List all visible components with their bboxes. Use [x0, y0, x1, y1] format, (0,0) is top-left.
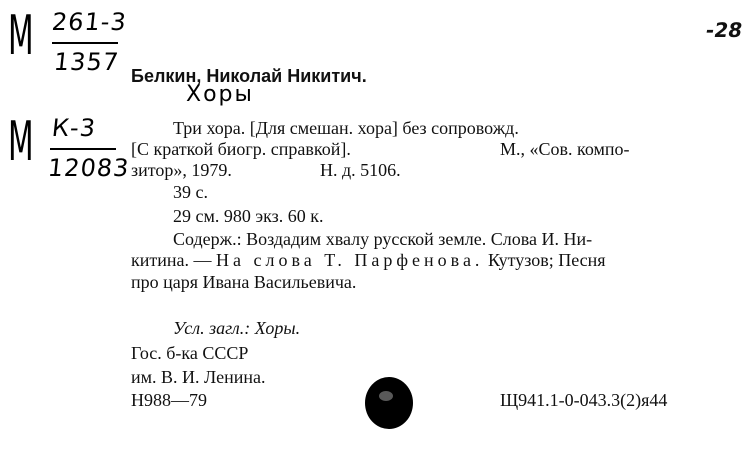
- shelf-code-bottom: К-3: [50, 114, 98, 142]
- page-count: 39 с.: [173, 182, 208, 202]
- contents-author-2: На слова Т. Парфенова.: [216, 250, 484, 270]
- punch-hole: [365, 377, 413, 429]
- shelf-code-top: 261-3: [50, 8, 129, 36]
- inventory-number-bottom: 12083: [46, 154, 131, 182]
- shelf-letter-bottom: М: [8, 110, 34, 173]
- card-number: Н988—79: [131, 390, 207, 410]
- imprint-publisher-year: зитор», 1979.: [131, 160, 232, 180]
- library-name: Гос. б-ка СССР: [131, 343, 249, 363]
- author-heading: Белкин, Николай Никитич.: [131, 66, 367, 86]
- contents-line-1: Содерж.: Воздадим хвалу русской земле. Слова И. Ни-: [173, 229, 593, 249]
- contents-line-3: про царя Ивана Васильевича.: [131, 272, 357, 292]
- imprint-place: М., «Сов. компо-: [500, 139, 630, 159]
- classification-code: Щ941.1-0-043.3(2)я44: [500, 390, 668, 410]
- shelf-letter-top: М: [8, 4, 34, 67]
- conventional-title: Усл. загл.: Хоры.: [173, 318, 301, 338]
- contents-title-2: Кутузов; Песня: [483, 250, 606, 270]
- corner-number: -28: [703, 18, 745, 42]
- publisher-number: Н. д. 5106.: [320, 160, 401, 180]
- contents-author-1: китина. —: [131, 250, 216, 270]
- library-name-cont: им. В. И. Ленина.: [131, 367, 266, 387]
- shelf-underline-top: [52, 42, 118, 44]
- contents-line-2: [131, 250, 606, 270]
- title-line: Три хора. [Для смешан. хора] без сопровожд.: [173, 118, 519, 138]
- handwritten-title: Хоры: [186, 82, 254, 107]
- shelf-underline-bottom: [50, 148, 116, 150]
- physical-description: 29 см. 980 экз. 60 к.: [173, 206, 324, 226]
- inventory-number-top: 1357: [52, 48, 121, 76]
- biography-note: [С краткой биогр. справкой].: [131, 139, 351, 159]
